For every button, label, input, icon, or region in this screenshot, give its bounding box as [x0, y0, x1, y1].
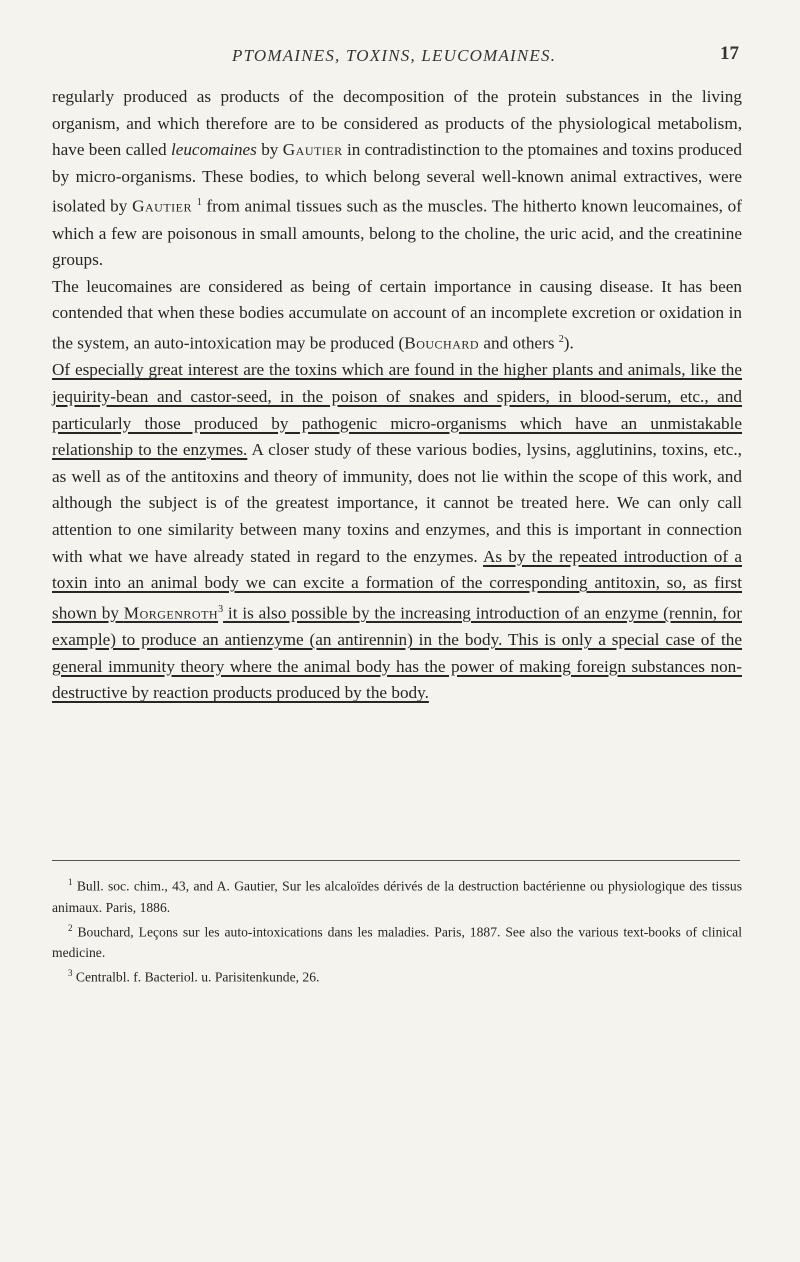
- footnote: [52, 918, 742, 964]
- main-text: [52, 84, 742, 707]
- footnote-mark: 2: [68, 922, 73, 933]
- text-run: A closer study of these various bodies, lysins, agglutinins, toxins, etc., as well as of the antitoxins and theory of immunity, does not lie within the scope of this work, and although the subject is of the greatest importance, it cannot be treated here. We can only call attention to one similarity between many toxins and enzymes, and this is important in connection with what we have already stated in regard to the enzymes.: [52, 440, 742, 566]
- text-run: in contradistinction to the ptomaines and toxins produced by micro-organisms. These bodies, to which belong several well-known animal extractives, were isolated by: [52, 140, 743, 217]
- running-title: PTOMAINES, TOXINS, LEUCOMAINES.: [232, 46, 557, 65]
- underlined-passage: it is also possible by the increasing introduction of an enzyme (rennin, for example) to produce an antienzyme (an antirennin) in the body. This is only a special case of the general immunity theory where the animal body has the power of making foreign substances non-destructive by reaction products produced by the body.: [52, 603, 742, 703]
- footnote-ref-3: 3: [218, 603, 224, 615]
- paragraph-auto-intoxication: [52, 274, 742, 358]
- author-bouchard: Bouchard: [404, 333, 480, 353]
- footnote-ref-1: 1: [196, 197, 202, 209]
- text-run: ).: [563, 333, 574, 353]
- footnote-mark: 1: [68, 877, 73, 887]
- footnote: [52, 963, 742, 988]
- text-run: by: [256, 140, 283, 160]
- underlined-passage: Of especially great interest are the toxins which are found in the higher plants and animals, like the jequirity-bean and castor-seed, in the poison of snakes and spiders, in blood-serum, etc., and particularly those produced by pathogenic micro-organisms which have an unmistakable relationship to the enzymes.: [52, 360, 742, 460]
- author-gautier: Gautier: [282, 140, 343, 160]
- footnotes: [52, 872, 742, 988]
- footnote-divider: [52, 860, 740, 861]
- text-run: and others: [479, 333, 559, 353]
- footnote-mark: 3: [68, 968, 73, 979]
- text-run: The leucomaines are considered as being of certain importance in causing disease. It has been contended that when these bodies accumulate on account of an incomplete excretion or oxidation in the system, an auto-intoxication may be produced (: [52, 276, 742, 353]
- paragraph-leucomaines-definition: [52, 84, 742, 274]
- footnote-text: Bull. soc. chim., 43, and A. Gautier, Sur les alcaloïdes dérivés de la destruction bactérienne ou physiologique des tissus animaux. Paris, 1886.: [52, 878, 742, 915]
- text-run: regularly produced as products of the decomposition of the protein substances in the living organism, and which therefore are to be considered as products of the physiological metabolism, have been called: [52, 87, 742, 160]
- paragraph-toxins-enzymes: [52, 357, 742, 706]
- term-leucomaines: leucomaines: [170, 140, 257, 160]
- footnote-text: Centralbl. f. Bacteriol. u. Parisitenkunde, 26.: [72, 969, 320, 985]
- text-run: from animal tissues such as the muscles. The hitherto known leucomaines, of which a few are poisonous in small amounts, belong to the choline, the uric acid, and the creatinine groups.: [52, 197, 743, 270]
- page-number: 17: [720, 43, 739, 64]
- footnote-ref-2: 2: [558, 334, 564, 346]
- author-morgenroth: Morgenroth: [123, 603, 219, 623]
- author-gautier: Gautier: [132, 197, 192, 217]
- footnote: [52, 872, 742, 918]
- underlined-passage: As by the repeated introduction of a toxin into an animal body we can excite a formation of the corresponding antitoxin, so, as first shown by: [52, 546, 742, 623]
- footnote-text: Bouchard, Leçons sur les auto-intoxications dans les maladies. Paris, 1887. See also the various text-books of clinical medicine.: [52, 924, 742, 961]
